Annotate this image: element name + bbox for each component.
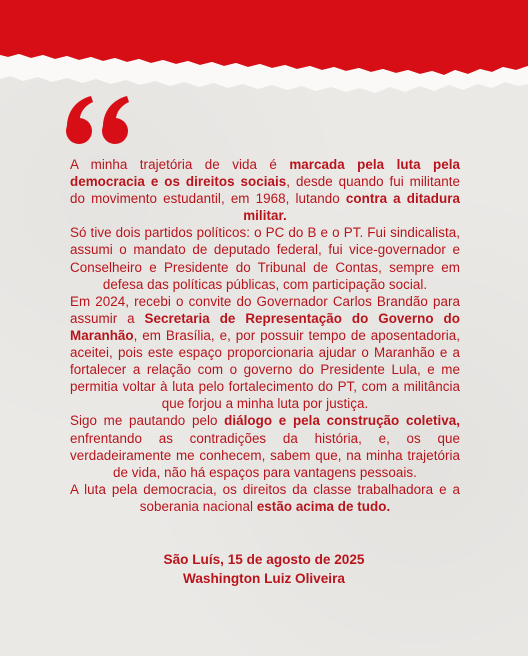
emphasis-text: diálogo e pela construção coletiva, [224, 413, 460, 429]
quote-open-icon [64, 94, 132, 146]
paragraph [70, 293, 460, 413]
body-text: Sigo me pautando pelo [70, 413, 225, 429]
emphasis-text: contra a ditadura militar. [243, 191, 460, 224]
emphasis-text: marcada pela luta pela democracia e os direitos sociais [70, 157, 460, 190]
body-text: , em Brasília, e, por possuir tempo de aposentadoria, aceitei, pois este espaço proporcionaria ajudar o Maranhão e a fortalecer a relação com o governo do Presidente Lula, e me permitia voltar à luta pelo fortalecimento do PT, com a militância que forjou a minha luta por justiça. [70, 327, 460, 412]
body-text: A minha trajetória de vida é [70, 157, 290, 172]
place-date: São Luís, 15 de agosto de 2025 [163, 552, 365, 567]
body-text: , desde quando fui militante do movimento estudantil, em 1968, lutando [70, 174, 460, 207]
paragraph [70, 412, 460, 480]
body-text: A luta pela democracia, os direitos da classe trabalhadora e a soberania nacional [70, 481, 460, 514]
emphasis-text: estão acima de tudo. [256, 498, 391, 514]
signature-block [0, 550, 528, 588]
letter-text [70, 156, 460, 515]
paragraph [70, 481, 460, 515]
body-text: enfrentando as contradições da história, e, os que verdadeiramente me conhecem, sabem que, na minha trajetória de vida, não há espaços para vantagens pessoais. [70, 430, 460, 480]
paragraph [70, 156, 460, 224]
author-name: Washington Luiz Oliveira [183, 571, 345, 586]
emphasis-text: Secretaria de Representação do Governo do Maranhão [70, 310, 461, 343]
body-text: Só tive dois partidos políticos: o PC do B e o PT. Fui sindicalista, assumi o mandato de deputado federal, fui vice-governador e Conselheiro e Presidente do Tribunal de Contas, sempre em defesa das políticas públicas, com participação social. [70, 225, 460, 292]
body-text: Em 2024, recebi o convite do Governador Carlos Brandão para assumir a [70, 293, 460, 326]
paragraph [70, 224, 460, 292]
